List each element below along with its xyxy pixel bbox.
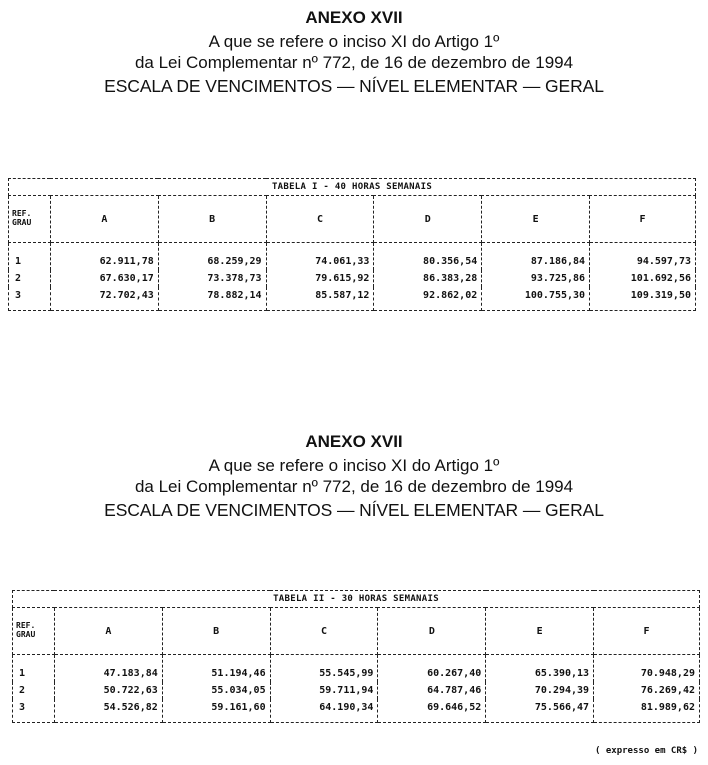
value-cell: 64.787,46 — [378, 682, 486, 699]
annex-1-heading — [0, 8, 708, 97]
value-cell: 72.702,43 — [50, 287, 158, 311]
table-1-caption: TABELA I - 40 HORAS SEMANAIS — [9, 179, 696, 196]
value-cell: 51.194,46 — [162, 655, 270, 683]
value-cell: 92.862,02 — [374, 287, 482, 311]
value-cell: 68.259,29 — [158, 243, 266, 271]
value-cell: 50.722,63 — [54, 682, 162, 699]
table-2-caption: TABELA II - 30 HORAS SEMANAIS — [13, 591, 700, 608]
table-2-ref-grau-header — [13, 608, 55, 655]
currency-footnote: ( expresso em CR$ ) — [595, 746, 698, 756]
value-cell: 75.566,47 — [486, 699, 594, 723]
annex-2-title: ANEXO XVII — [305, 432, 403, 451]
table-row — [9, 287, 696, 311]
value-cell: 59.711,94 — [270, 682, 378, 699]
value-cell: 64.190,34 — [270, 699, 378, 723]
value-cell: 109.319,50 — [590, 287, 696, 311]
annex-1-line-1: A que se refere o inciso XI do Artigo 1º — [208, 32, 500, 52]
value-cell: 86.383,28 — [374, 270, 482, 287]
annex-2-heading — [0, 432, 708, 521]
value-cell: 101.692,56 — [590, 270, 696, 287]
value-cell: 79.615,92 — [266, 270, 374, 287]
column-header-e: E — [486, 608, 594, 655]
table-1-header-row — [9, 196, 696, 243]
annex-1-line-3: ESCALA DE VENCIMENTOS — NÍVEL ELEMENTAR — GERAL — [104, 76, 604, 97]
table-row — [13, 699, 700, 723]
value-cell: 62.911,78 — [50, 243, 158, 271]
grau-cell: 2 — [9, 270, 51, 287]
grau-label: GRAU — [16, 630, 36, 639]
value-cell: 70.294,39 — [486, 682, 594, 699]
column-header-a: A — [50, 196, 158, 243]
value-cell: 54.526,82 — [54, 699, 162, 723]
annex-1-line-2: da Lei Complementar nº 772, de 16 de dezembro de 1994 — [134, 52, 574, 72]
value-cell: 59.161,60 — [162, 699, 270, 723]
table-row — [9, 270, 696, 287]
column-header-f: F — [594, 608, 700, 655]
annex-2-line-3: ESCALA DE VENCIMENTOS — NÍVEL ELEMENTAR — GERAL — [104, 500, 604, 521]
ref-label: REF. — [16, 621, 36, 631]
table-2 — [12, 590, 700, 723]
table-row — [13, 682, 700, 699]
ref-label: REF. — [12, 209, 32, 219]
column-header-f: F — [590, 196, 696, 243]
annex-2-line-1: A que se refere o inciso XI do Artigo 1º — [208, 456, 500, 476]
table-2-header-row — [13, 608, 700, 655]
column-header-d: D — [378, 608, 486, 655]
column-header-c: C — [266, 196, 374, 243]
value-cell: 78.882,14 — [158, 287, 266, 311]
grau-cell: 1 — [13, 655, 55, 683]
grau-cell: 3 — [13, 699, 55, 723]
table-row — [9, 243, 696, 271]
value-cell: 55.034,05 — [162, 682, 270, 699]
value-cell: 100.755,30 — [482, 287, 590, 311]
grau-cell: 1 — [9, 243, 51, 271]
value-cell: 74.061,33 — [266, 243, 374, 271]
value-cell: 47.183,84 — [54, 655, 162, 683]
column-header-d: D — [374, 196, 482, 243]
value-cell: 60.267,40 — [378, 655, 486, 683]
table-row — [13, 655, 700, 683]
grau-label: GRAU — [12, 218, 32, 227]
column-header-e: E — [482, 196, 590, 243]
table-1-ref-grau-header — [9, 196, 51, 243]
value-cell: 67.630,17 — [50, 270, 158, 287]
value-cell: 69.646,52 — [378, 699, 486, 723]
value-cell: 94.597,73 — [590, 243, 696, 271]
value-cell: 93.725,86 — [482, 270, 590, 287]
annex-1-title: ANEXO XVII — [305, 8, 403, 27]
value-cell: 70.948,29 — [594, 655, 700, 683]
value-cell: 73.378,73 — [158, 270, 266, 287]
column-header-a: A — [54, 608, 162, 655]
annex-2-line-2: da Lei Complementar nº 772, de 16 de dezembro de 1994 — [134, 476, 574, 496]
value-cell: 81.989,62 — [594, 699, 700, 723]
value-cell: 55.545,99 — [270, 655, 378, 683]
table-1 — [8, 178, 696, 311]
column-header-b: B — [158, 196, 266, 243]
column-header-b: B — [162, 608, 270, 655]
grau-cell: 2 — [13, 682, 55, 699]
value-cell: 80.356,54 — [374, 243, 482, 271]
column-header-c: C — [270, 608, 378, 655]
value-cell: 65.390,13 — [486, 655, 594, 683]
value-cell: 85.587,12 — [266, 287, 374, 311]
grau-cell: 3 — [9, 287, 51, 311]
value-cell: 76.269,42 — [594, 682, 700, 699]
value-cell: 87.186,84 — [482, 243, 590, 271]
